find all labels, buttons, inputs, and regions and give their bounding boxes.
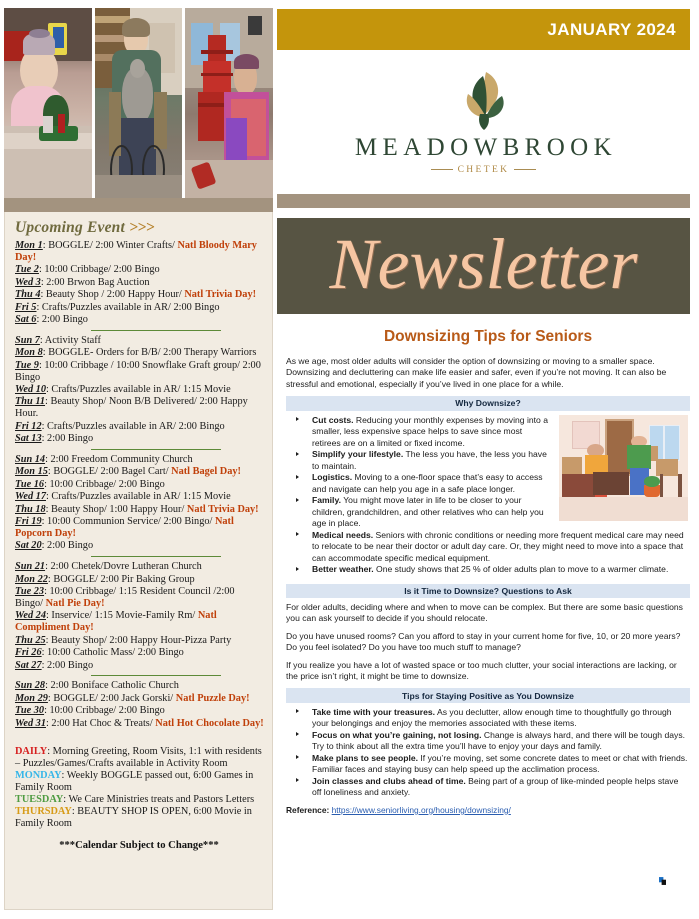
event-detail: : 10:00 Catholic Mass/ 2:00 Bingo: [41, 647, 184, 659]
bullet-text: The less you have, the less you have to maintain.: [312, 449, 547, 471]
reference-link[interactable]: https://www.seniorliving.org/housing/downsizing/: [331, 804, 511, 815]
event-day: Mon 8: [15, 347, 43, 359]
brand-location-row: [431, 165, 537, 175]
reference-line: [286, 805, 690, 815]
calendar-event: [15, 264, 265, 276]
section-heading-time-to-downsize: Is it Time to Downsize? Questions to Ask: [286, 584, 690, 598]
bullet-text: Moving to a one-floor space that’s easy to access and navigate can help you age in a safe place longer.: [312, 472, 543, 494]
event-day: Sun 28: [15, 680, 46, 692]
event-detail: : 2:00 Bingo: [36, 313, 88, 325]
article-bullet: [286, 415, 690, 450]
event-national-day: Natl Bagel Day!: [168, 466, 241, 478]
article: [286, 322, 690, 815]
article-bullet: [286, 707, 690, 730]
event-day: Sun 21: [15, 561, 46, 573]
bullet-lead: Take time with your treasures.: [312, 706, 436, 717]
brand-name: MEADOWBROOK: [354, 133, 618, 161]
week-divider: [91, 449, 221, 450]
resident-photo-3: [185, 8, 273, 198]
event-day: Fri 12: [15, 420, 42, 432]
calendar-event: [15, 610, 265, 634]
calendar-event: [15, 421, 265, 433]
week-divider: [91, 675, 221, 676]
bullet-text: Reducing your monthly expenses by moving into a smaller, less expensive space helps to save since most retirees are on a limited or fixed income.: [312, 414, 548, 448]
event-national-day: Natl Pie Day!: [43, 597, 105, 609]
recurring-detail: : Weekly BOGGLE passed out, 6:00 Games in Family Room: [15, 769, 254, 793]
why-downsize-bullets: [286, 415, 690, 576]
bullet-lead: Join classes and clubs ahead of time.: [312, 775, 466, 786]
calendar-event: [15, 347, 265, 359]
brand-rule-left: [431, 169, 453, 170]
calendar-event: [15, 240, 265, 264]
event-day: Mon 22: [15, 573, 48, 585]
recurring-day-label: DAILY: [15, 745, 48, 757]
bullet-lead: Make plans to see people.: [312, 752, 419, 763]
calendar-weeks: [13, 240, 265, 730]
event-detail: : 10:00 Cribbage/ 2:00 Bingo: [44, 478, 165, 490]
event-detail: : 2:00 Freedom Community Church: [45, 454, 193, 465]
calendar-event: [15, 635, 265, 647]
event-day: Wed 17: [15, 491, 46, 503]
calendar-event: [15, 360, 265, 384]
calendar-event: [15, 314, 265, 326]
calendar-title: [15, 219, 265, 237]
event-day: Thu 4: [15, 289, 41, 301]
event-detail: : 2:00 Chetek/Dovre Lutheran Church: [45, 561, 202, 573]
article-bullet: [286, 449, 690, 472]
calendar-event: [15, 466, 265, 478]
event-day: Mon 1: [15, 240, 43, 251]
bullet-lead: Family.: [312, 495, 341, 506]
event-national-day: Natl Trivia Day!: [181, 289, 257, 301]
calendar-event: [15, 396, 265, 420]
event-national-day: Natl Puzzle Day!: [173, 692, 250, 704]
event-detail: : 10:00 Cribbage/ 1:15 Resident Council /2:00 Bingo/: [15, 586, 235, 609]
brand-rule-right: [514, 169, 536, 170]
section1-body: [286, 415, 690, 580]
calendar-event: [15, 540, 265, 552]
event-day: Thu 25: [15, 634, 46, 646]
calendar-event: [15, 454, 265, 466]
event-national-day: Natl Compliment Day!: [15, 610, 217, 634]
calendar-event: [15, 647, 265, 659]
calendar-event: [15, 433, 265, 445]
event-detail: : Crafts/Puzzles available in AR/ 2:00 Bingo: [41, 420, 225, 432]
event-day: Sat 6: [15, 313, 37, 325]
event-day: Fri 5: [15, 301, 37, 313]
bullet-arrow-icon: [296, 732, 299, 736]
calendar-event: [15, 660, 265, 672]
left-column: [0, 0, 277, 919]
event-detail: : BOGGLE/ 2:00 Pir Baking Group: [47, 573, 195, 585]
week-divider: [91, 556, 221, 557]
bullet-arrow-icon: [296, 709, 299, 713]
bullet-text: As you declutter, allow enough time to thoughtfully go through your belongings and enjoy the memories associated with these items.: [312, 706, 672, 729]
reference-label: Reference:: [286, 804, 330, 815]
event-day: Wed 10: [15, 383, 46, 395]
article-paragraph: If you realize you have a lot of wasted space or too much clutter, your social interactions are lacking, or the price isn’t right, it might be time to downsize.: [286, 659, 677, 681]
event-detail: : Beauty Shop/ 2:00 Happy Hour-Pizza Party: [45, 634, 232, 646]
event-detail: : 2:00 Bingo: [41, 659, 94, 671]
recurring-day-label: MONDAY: [15, 769, 62, 781]
resident-photo-2: [95, 8, 183, 198]
article-paragraph: Do you have unused rooms? Can you afford to stay in your current home for five, 10, or 20 more years? Do you feel isolated? Do you have too much stuff to manage?: [286, 630, 681, 653]
calendar-panel: [4, 212, 273, 910]
week-divider: [91, 330, 221, 331]
event-detail: : 2:00 Brwon Bag Auction: [40, 276, 150, 288]
event-day: Tue 23: [15, 586, 45, 598]
bullet-lead: Simplify your lifestyle.: [312, 449, 404, 460]
calendar-event: [15, 705, 265, 717]
calendar-event: [15, 504, 265, 516]
event-day: Tue 9: [15, 359, 39, 371]
article-bullet: [286, 564, 690, 576]
recurring-entry: [15, 770, 265, 794]
recurring-day-label: TUESDAY: [15, 793, 64, 805]
masthead: [277, 218, 690, 314]
calendar-event: [15, 680, 265, 692]
event-detail: : 2:00 Hat Choc & Treats/: [45, 717, 153, 729]
calendar-title-arrows: >>>: [129, 219, 155, 236]
section-heading-why-downsize: Why Downsize?: [286, 396, 690, 410]
event-day: Mon 15: [15, 466, 48, 478]
bullet-text: If you’re moving, set some concrete dates to meet or chat with friends. Familiar faces and staying busy can help speed up the acclimation process.: [312, 752, 688, 775]
event-day: Thu 18: [15, 503, 46, 515]
brand-location: CHETEK: [457, 164, 510, 175]
article-bullet: [286, 495, 690, 530]
event-detail: : 2:00 Bingo: [41, 433, 94, 445]
event-day: Wed 24: [15, 610, 46, 622]
recurring-detail: : BEAUTY SHOP IS OPEN, 6:00 Movie in Family Room: [15, 805, 252, 829]
bullet-arrow-icon: [296, 452, 299, 456]
event-day: Sat 27: [15, 659, 42, 671]
event-detail: : BOGGLE/ 2:00 Bagel Cart/: [47, 466, 169, 478]
event-national-day: Natl Trivia Day!: [184, 503, 259, 515]
event-detail: : 10:00 Cribbage/ 2:00 Bingo: [38, 264, 160, 276]
event-detail: : Beauty Shop/ 1:00 Happy Hour/: [45, 503, 185, 515]
event-detail: : BOGGLE- Orders for B/B/ 2:00 Therapy Warriors: [42, 347, 257, 359]
right-accent-band: [277, 194, 690, 208]
bullet-arrow-icon: [296, 417, 299, 421]
bullet-arrow-icon: [296, 755, 299, 759]
left-accent-band: [4, 198, 273, 212]
event-day: Mon 29: [15, 692, 48, 704]
calendar-title-text: Upcoming Event: [15, 219, 126, 236]
event-detail: : 10:00 Communion Service/ 2:00 Bingo/: [41, 516, 213, 528]
bullet-lead: Medical needs.: [312, 529, 374, 540]
bullet-arrow-icon: [296, 532, 299, 536]
event-detail: : 10:00 Cribbage/ 2:00 Bingo: [44, 705, 165, 717]
section-heading-staying-positive: Tips for Staying Positive as You Downsize: [286, 688, 690, 702]
bullet-lead: Better weather.: [312, 564, 374, 575]
calendar-event: [15, 586, 265, 610]
calendar-event: [15, 302, 265, 314]
bullet-lead: Focus on what you’re gaining, not losing.: [312, 729, 482, 740]
bullet-text: Seniors with chronic conditions or needing more frequent medical care may need to relocate to be near their doctor or adult day care. Or, they might need to move into a space that can accommodate specific medical equipment.: [312, 529, 684, 563]
event-day: Fri 19: [15, 516, 42, 528]
bullet-text: You might move later in life to be closer to your children, grandchildren, and other relatives who can help you age in place.: [312, 495, 544, 529]
page-marker-icon: [659, 877, 666, 885]
event-detail: : BOGGLE/ 2:00 Winter Crafts/: [42, 240, 175, 251]
event-day: Fri 26: [15, 647, 42, 659]
calendar-event: [15, 479, 265, 491]
event-day: Wed 31: [15, 717, 46, 729]
event-detail: : Crafts/Puzzles available in AR/ 2:00 Bingo: [36, 301, 220, 313]
calendar-event: [15, 277, 265, 289]
bullet-text: One study shows that 25 % of older adults plan to move to a warmer climate.: [373, 564, 669, 575]
calendar-disclaimer: ***Calendar Subject to Change***: [59, 839, 219, 851]
article-bullet: [286, 730, 690, 753]
recurring-entry: [15, 746, 265, 770]
event-detail: : 2:00 Boniface Catholic Church: [45, 680, 179, 692]
bullet-arrow-icon: [296, 567, 299, 571]
calendar-event: [15, 335, 265, 347]
event-day: Tue 2: [15, 264, 39, 276]
article-bullet: [286, 530, 690, 565]
event-national-day: Natl Hot Chocolate Day!: [152, 717, 264, 729]
event-day: Sat 13: [15, 433, 42, 445]
calendar-event: [15, 693, 265, 705]
event-detail: : Beauty Shop / 2:00 Happy Hour/: [40, 289, 182, 301]
bullet-lead: Cut costs.: [312, 414, 354, 425]
calendar-event: [15, 384, 265, 396]
calendar-event: [15, 491, 265, 503]
recurring-detail: : Morning Greeting, Room Visits, 1:1 with residents – Puzzles/Games/Crafts available in Activity Room: [15, 745, 262, 769]
article-intro: As we age, most older adults will consider the option of downsizing or moving to a smaller space. Downsizing and decluttering can make life easier and safer, even if you’re not moving. It can also be stressful and emotional, especially if you’ve lived in one place for a while.: [286, 356, 667, 389]
event-day: Thu 11: [15, 396, 46, 408]
event-day: Tue 30: [15, 705, 45, 717]
masthead-title: Newsletter: [329, 224, 638, 304]
calendar-event: [15, 561, 265, 573]
event-day: Sun 7: [15, 334, 40, 346]
bullet-arrow-icon: [296, 498, 299, 502]
article-bullet: [286, 753, 690, 776]
event-detail: : Crafts/Puzzles available in AR/ 1:15 Movie: [45, 383, 231, 395]
event-detail: : Crafts/Puzzles available in AR/ 1:15 Movie: [45, 491, 231, 503]
issue-bar: [277, 9, 690, 50]
calendar-event: [15, 574, 265, 586]
event-national-day: Natl Popcorn Day!: [15, 516, 234, 539]
recurring-detail: : We Care Ministries treats and Pastors Letters: [63, 793, 255, 805]
event-detail: : 10:00 Cribbage / 10:00 Snowflake Graft group/ 2:00 Bingo: [15, 359, 261, 383]
photo-strip: [4, 8, 273, 198]
event-day: Wed 3: [15, 276, 41, 288]
article-paragraph: For older adults, deciding where and when to move can be complex. But there are some basic questions you can ask yourself to decide if you should relocate.: [286, 601, 683, 624]
calendar-event: [15, 718, 265, 730]
calendar-event: [15, 516, 265, 540]
article-bullet: [286, 472, 690, 495]
event-national-day: Natl Bloody Mary Day!: [15, 240, 257, 263]
issue-date-label: JANUARY 2024: [547, 19, 676, 39]
bullet-text: Change is always hard, and there will be tough days. Try to think about all the extra time you’ll have to enjoy your days and family.: [312, 729, 686, 752]
recurring-day-label: THURSDAY: [15, 805, 72, 817]
recurring-entry: [15, 806, 265, 830]
article-title: Downsizing Tips for Seniors: [383, 328, 593, 345]
right-column: [277, 0, 699, 919]
leaf-logo-icon: [456, 70, 512, 132]
bullet-arrow-icon: [296, 778, 299, 782]
event-detail: : Inservice/ 1:15 Movie-Family Rm/: [45, 610, 196, 622]
bullet-text: Being part of a group of like-minded people helps stave off loneliness and anxiety.: [312, 775, 679, 798]
section2-paragraphs: [286, 602, 690, 682]
resident-photo-1: [4, 8, 92, 198]
event-detail: : BOGGLE/ 2:00 Jack Gorski/: [47, 692, 174, 704]
staying-positive-bullets: [286, 707, 690, 799]
logo-area: [277, 50, 690, 194]
event-detail: : Activity Staff: [39, 334, 101, 346]
article-bullet: [286, 776, 690, 799]
event-detail: : 2:00 Bingo: [41, 540, 94, 552]
calendar-event: [15, 289, 265, 301]
recurring-entry: [15, 794, 265, 806]
bullet-arrow-icon: [296, 475, 299, 479]
recurring-schedule: [15, 746, 265, 830]
event-day: Sat 20: [15, 540, 42, 552]
event-day: Sun 14: [15, 454, 46, 465]
bullet-lead: Logistics.: [312, 472, 353, 483]
event-day: Tue 16: [15, 478, 45, 490]
event-detail: : Beauty Shop/ Noon B/B Delivered/ 2:00 Happy Hour.: [15, 396, 248, 420]
